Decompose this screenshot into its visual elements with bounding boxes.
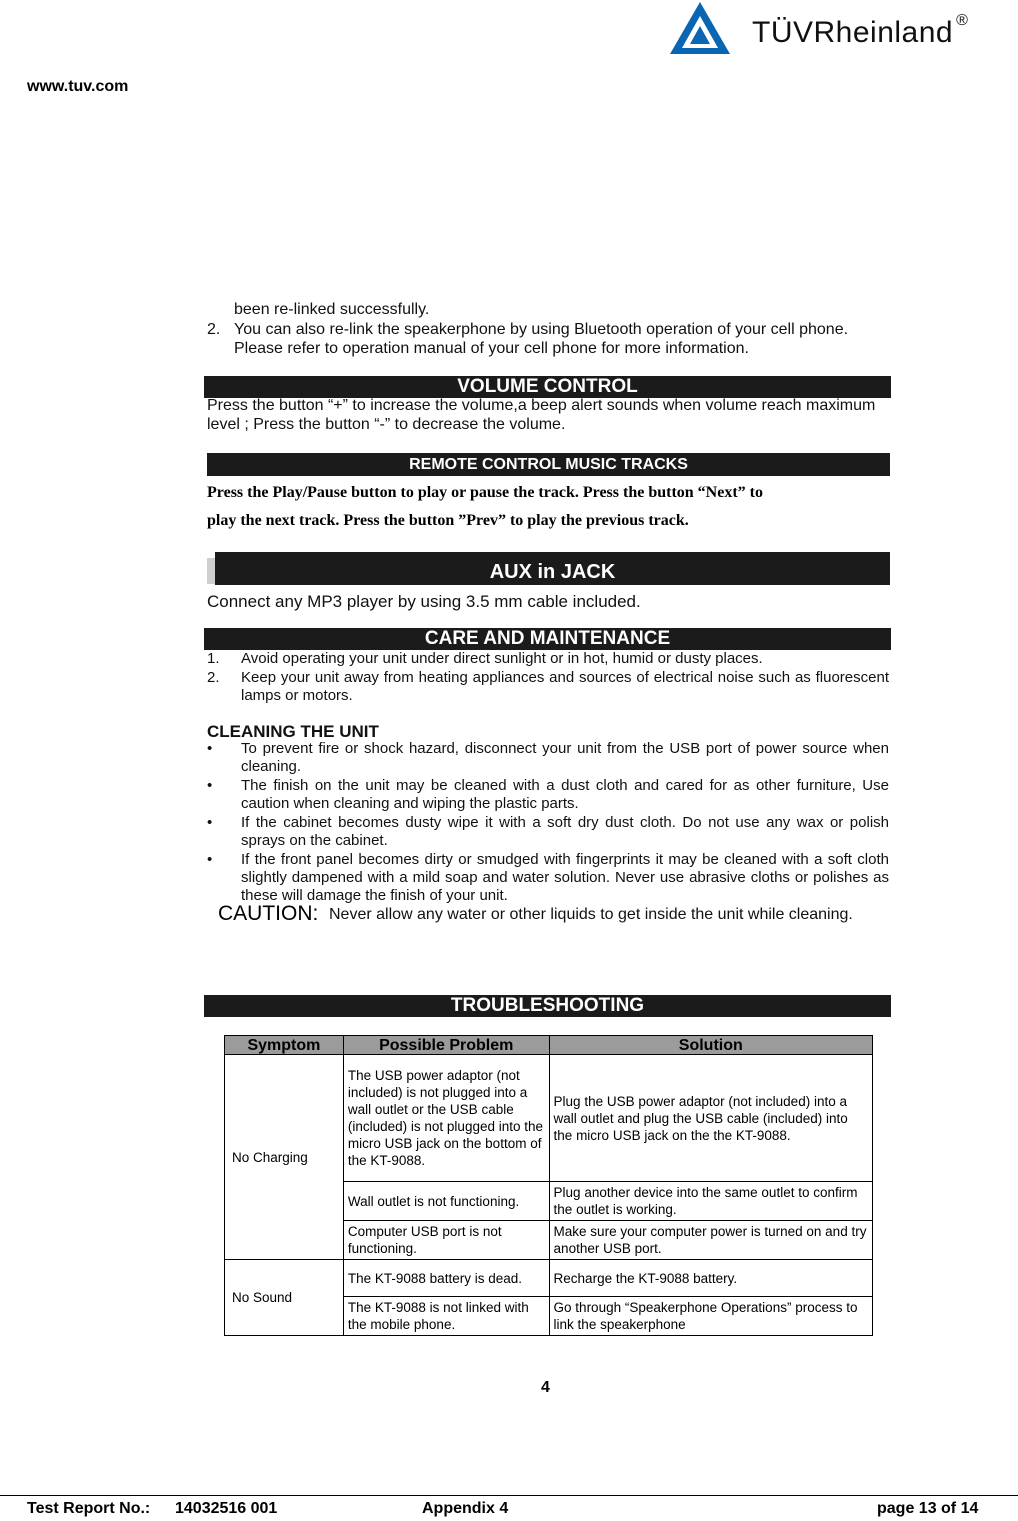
solution-cell: Recharge the KT-9088 battery. xyxy=(549,1260,872,1297)
aux-text: Connect any MP3 player by using 3.5 mm cable included. xyxy=(207,592,641,611)
report-number: 14032516 001 xyxy=(175,1500,278,1517)
care-item-number: 2. xyxy=(207,669,220,686)
symptom-cell: No Charging xyxy=(225,1055,344,1260)
solution-cell: Go through “Speakerphone Operations” process to link the speakerphone xyxy=(549,1297,872,1336)
intro-item-number: 2. xyxy=(207,321,221,338)
problem-cell: Computer USB port is not functioning. xyxy=(343,1221,549,1260)
troubleshooting-heading: TROUBLESHOOTING xyxy=(204,995,891,1017)
page-indicator: page 13 of 14 xyxy=(877,1500,979,1517)
table-row xyxy=(225,1260,873,1297)
column-header-problem: Possible Problem xyxy=(343,1036,549,1055)
caution-text: Never allow any water or other liquids to get inside the unit while cleaning. xyxy=(329,906,853,923)
report-number-label: Test Report No.: xyxy=(27,1500,151,1517)
remote-control-heading: REMOTE CONTROL MUSIC TRACKS xyxy=(207,453,890,476)
footer-divider xyxy=(0,1495,1018,1496)
solution-cell: Make sure your computer power is turned on and try another USB port. xyxy=(549,1221,872,1260)
troubleshooting-table xyxy=(224,1035,873,1336)
caution-label: CAUTION: xyxy=(218,902,319,925)
problem-cell: The KT-9088 is not linked with the mobile phone. xyxy=(343,1297,549,1336)
column-header-symptom: Symptom xyxy=(225,1036,344,1055)
tuv-logo-text: TÜVRheinland ® xyxy=(752,12,969,49)
manual-page-number: 4 xyxy=(541,1379,550,1396)
aux-heading-tab xyxy=(207,558,215,584)
bullet-icon: • xyxy=(207,740,213,757)
cleaning-item: The finish on the unit may be cleaned with a dust cloth and cared for as other furniture, Use caution when cleaning and wiping the plastic parts. xyxy=(241,777,889,812)
solution-cell: Plug another device into the same outlet to confirm the outlet is working. xyxy=(549,1182,872,1221)
bullet-icon: • xyxy=(207,851,213,868)
volume-control-text: Press the button “+” to increase the volume,a beep alert sounds when volume reach maximum level ; Press the button “-” to decrease the volume. xyxy=(207,397,876,433)
intro-item-text: You can also re-link the speakerphone by using Bluetooth operation of your cell phone. Please refer to operation manual of your cell phone for more information. xyxy=(234,321,849,357)
tuv-triangle-logo-icon xyxy=(668,0,748,56)
bullet-icon: • xyxy=(207,777,213,794)
aux-heading: AUX in JACK xyxy=(215,552,890,585)
remote-control-line-2: play the next track. Press the button ”Prev” to play the previous track. xyxy=(207,512,689,529)
remote-control-line-1: Press the Play/Pause button to play or pause the track. Press the button “Next” to xyxy=(207,484,763,501)
volume-control-heading: VOLUME CONTROL xyxy=(204,376,891,398)
cleaning-item: If the front panel becomes dirty or smudged with fingerprints it may be cleaned with a soft cloth slightly dampened with a mild soap and water solution. Never use abrasive cloths or polishes as these will damage the finish of your unit. xyxy=(241,851,889,904)
care-heading: CARE AND MAINTENANCE xyxy=(204,628,891,650)
column-header-solution: Solution xyxy=(549,1036,872,1055)
table-header-row xyxy=(225,1036,873,1055)
intro-line: been re-linked successfully. xyxy=(234,301,430,318)
symptom-cell: No Sound xyxy=(225,1260,344,1336)
problem-cell: The USB power adaptor (not included) is not plugged into a wall outlet or the USB cable (included) is not plugged into the micro USB jack on the bottom of the KT-9088. xyxy=(343,1055,549,1182)
bullet-icon: • xyxy=(207,814,213,831)
cleaning-item: To prevent fire or shock hazard, disconnect your unit from the USB port of power source when cleaning. xyxy=(241,740,889,775)
problem-cell: Wall outlet is not functioning. xyxy=(343,1182,549,1221)
care-item-text: Avoid operating your unit under direct sunlight or in hot, humid or dusty places. xyxy=(241,650,763,667)
care-item-text: Keep your unit away from heating appliances and sources of electrical noise such as fluorescent lamps or motors. xyxy=(241,669,889,704)
table-row xyxy=(225,1055,873,1182)
problem-cell: The KT-9088 battery is dead. xyxy=(343,1260,549,1297)
appendix-label: Appendix 4 xyxy=(422,1500,509,1517)
solution-cell: Plug the USB power adaptor (not included) into a wall outlet and plug the USB cable (included) into the micro USB jack on the the KT-9088. xyxy=(549,1055,872,1182)
site-url: www.tuv.com xyxy=(27,78,129,95)
care-item-number: 1. xyxy=(207,650,220,667)
cleaning-item: If the cabinet becomes dusty wipe it with a soft dry dust cloth. Do not use any wax or polish sprays on the cabinet. xyxy=(241,814,889,849)
cleaning-heading: CLEANING THE UNIT xyxy=(207,722,379,741)
